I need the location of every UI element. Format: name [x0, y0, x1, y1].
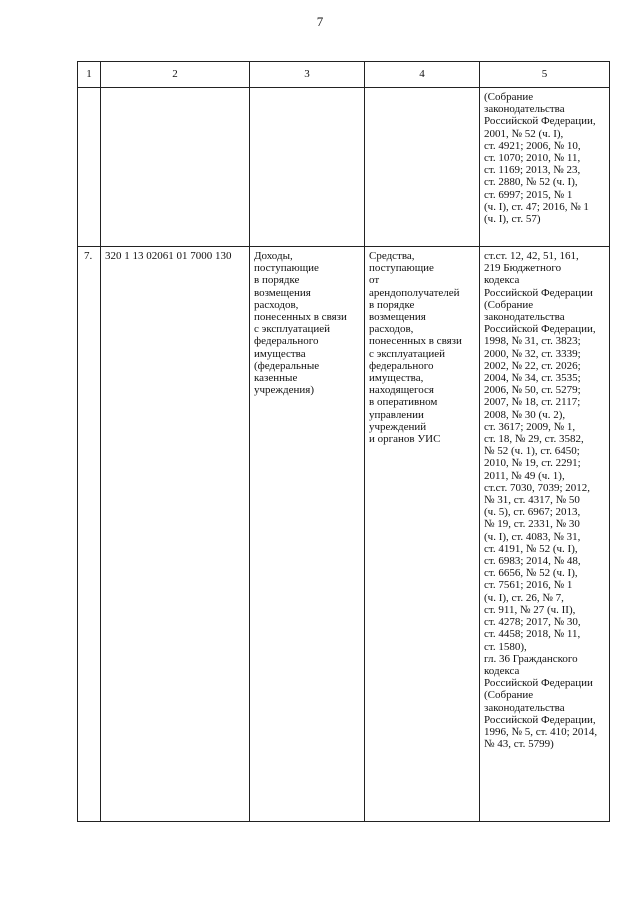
- page-number: 7: [316, 14, 324, 29]
- income-code: 320 1 13 02061 01 7000 130: [105, 250, 232, 262]
- income-code: [105, 88, 245, 91]
- description-cell: [365, 88, 480, 247]
- header-col-3: 3: [250, 62, 365, 88]
- table-row: [78, 247, 610, 822]
- document-table: [77, 61, 610, 822]
- row-number-cell: [78, 88, 101, 247]
- row-number: 7.: [84, 250, 93, 262]
- legal-basis-cell: [480, 247, 610, 822]
- header-col-2: 2: [101, 62, 250, 88]
- description-cell: [365, 247, 480, 822]
- header-col-1: 1: [78, 62, 101, 88]
- name-cell: [250, 88, 365, 247]
- row-number: [82, 88, 96, 91]
- legal-basis: ст.ст. 12, 42, 51, 161, 219 Бюджетного кодекса Российской Федерации (Собрание законодательства Российской Федерации, 1998, № 31, ст. 3823; 2000, № 32, ст. 3339; 2002, № 22, ст. 2026; 2004, № 34, ст. 3535; 2006, № 50, ст. 5279; 2007, № 18, ст. 2117; 2008, № 30 (ч. 2), ст. 3617; 2009, № 1, ст. 18, № 29, ст. 3582, № 52 (ч. 1), ст. 6450; 2010, № 19, ст. 2291; 2011, № 49 (ч. 1), ст.ст. 7030, 7039; 2012, № 31, ст. 4317, № 50 (ч. 5), ст. 6967; 2013, № 19, ст. 2331, № 30 (ч. I), ст. 4083, № 31, ст. 4191, № 52 (ч. I), ст. 6983; 2014, № 48, ст. 6656, № 52 (ч. I), ст. 7561; 2016, № 1 (ч. I), ст. 26, № 7, ст. 911, № 27 (ч. II), ст. 4278; 2017, № 30, ст. 4458; 2018, № 11, ст. 1580), гл. 36 Гражданского кодекса Российской Федерации (Собрание законодательства Российской Федерации, 1996, № 5, ст. 410; 2014, № 43, ст. 5799): [484, 250, 598, 751]
- income-description: Средства, поступающие от арендополучателей в порядке возмещения расходов, понесенных в связи с эксплуатацией федерального имущества, находящегося в оперативном управлении учреждений и органов УИС: [369, 250, 462, 446]
- legal-basis-cell: [480, 88, 610, 247]
- code-cell: [101, 88, 250, 247]
- income-description: [369, 88, 475, 91]
- row-number-cell: [78, 247, 101, 822]
- header-col-5: 5: [480, 62, 610, 88]
- name-cell: [250, 247, 365, 822]
- income-name: Доходы, поступающие в порядке возмещения расходов, понесенных в связи с эксплуатацией федерального имущества (федеральные казенные учреждения): [254, 250, 347, 397]
- income-name: [254, 88, 360, 91]
- legal-basis: (Собрание законодательства Российской Федерации, 2001, № 52 (ч. I), ст. 4921; 2006, № 10, ст. 1070; 2010, № 11, ст. 1169; 2013, № 23, ст. 2880, № 52 (ч. I), ст. 6997; 2015, № 1 (ч. I), ст. 47; 2016, № 1 (ч. I), ст. 57): [484, 91, 596, 226]
- code-cell: [101, 247, 250, 822]
- header-col-4: 4: [365, 62, 480, 88]
- table-row: [78, 88, 610, 247]
- table-header-row: [78, 62, 610, 88]
